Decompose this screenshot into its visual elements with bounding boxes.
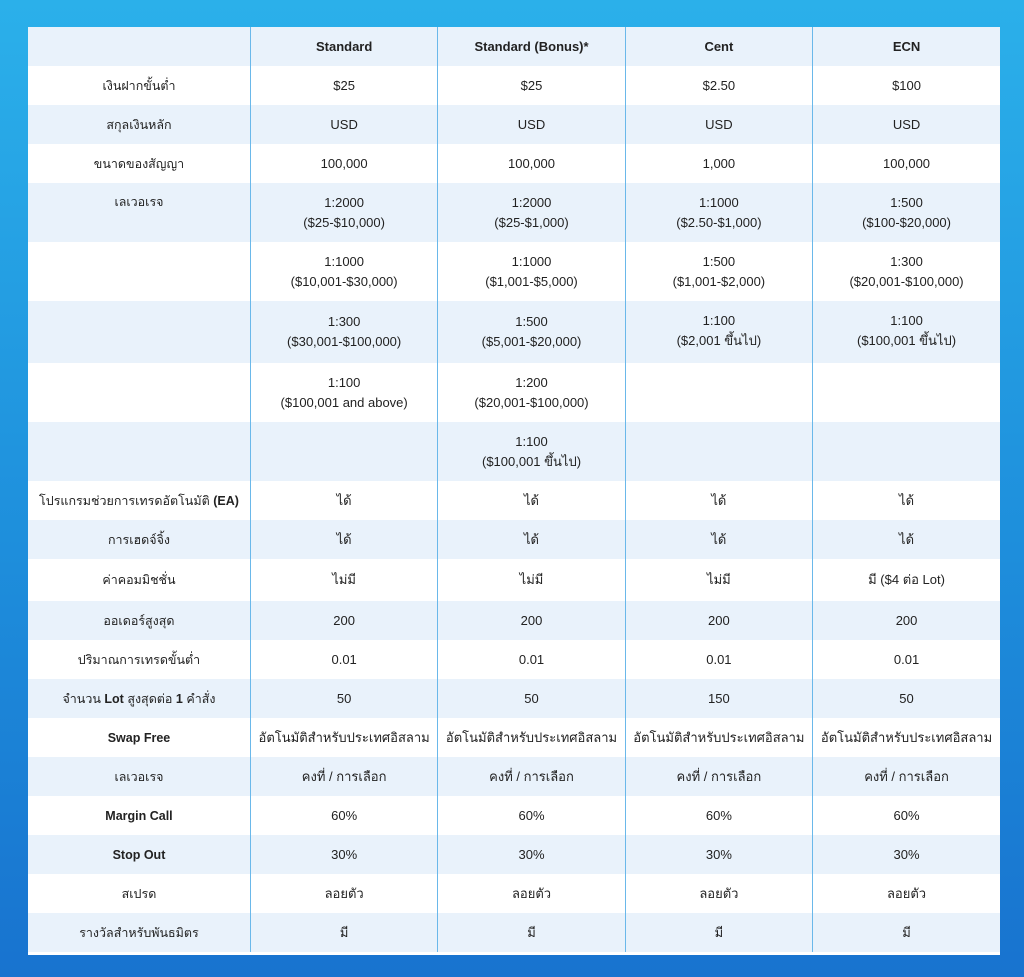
row-commission bbox=[28, 559, 1000, 601]
leverage-cell bbox=[250, 242, 437, 301]
leverage-range: ($100,001 ขึ้นไป) bbox=[481, 453, 582, 469]
leverage-range: ($2.50-$1,000) bbox=[676, 214, 762, 230]
cell: 0.01 bbox=[250, 640, 437, 679]
row-label: สเปรด bbox=[121, 886, 157, 901]
header-cent: Cent bbox=[625, 27, 812, 66]
row-leverage-tier-3 bbox=[28, 301, 1000, 363]
row-max-orders bbox=[28, 601, 1000, 640]
cell: 50 bbox=[438, 679, 625, 718]
leverage-cell bbox=[250, 363, 437, 422]
cell: 100,000 bbox=[438, 144, 625, 183]
row-label: การเฮดจ์จิ้ง bbox=[28, 520, 250, 559]
empty-cell bbox=[813, 422, 1000, 481]
row-label: Stop Out bbox=[28, 835, 250, 874]
leverage-ratio: 1:1000 bbox=[699, 194, 739, 210]
leverage-range: ($25-$10,000) bbox=[303, 214, 385, 230]
header-ecn: ECN bbox=[813, 27, 1000, 66]
leverage-ratio: 1:100 bbox=[890, 313, 923, 328]
row-min-volume bbox=[28, 640, 1000, 679]
row-label bbox=[28, 679, 250, 718]
row-label: ออเดอร์สูงสุด bbox=[28, 601, 250, 640]
row-contract-size bbox=[28, 144, 1000, 183]
row-label: ค่าคอมมิชชั่น bbox=[102, 573, 176, 587]
cell: ลอยตัว bbox=[813, 874, 1000, 913]
row-partner-rewards bbox=[28, 913, 1000, 952]
cell: 0.01 bbox=[438, 640, 625, 679]
cell: ลอยตัว bbox=[250, 874, 437, 913]
cell: 30% bbox=[250, 835, 437, 874]
leverage-ratio: 1:2000 bbox=[324, 194, 365, 210]
lot-label-a: จำนวน bbox=[62, 691, 101, 706]
cell: ได้ bbox=[625, 520, 812, 559]
row-hedging bbox=[28, 520, 1000, 559]
cell: มี ($4 ต่อ Lot) bbox=[813, 559, 1000, 601]
row-leverage-tier-5 bbox=[28, 422, 1000, 481]
header-standard-bonus: Standard (Bonus)* bbox=[438, 27, 625, 66]
leverage-cell bbox=[438, 363, 625, 422]
row-min-deposit bbox=[28, 66, 1000, 105]
row-leverage-tier-2 bbox=[28, 242, 1000, 301]
cell: 1,000 bbox=[625, 144, 812, 183]
leverage-ratio: 1:2000 bbox=[511, 194, 552, 210]
row-base-currency bbox=[28, 105, 1000, 144]
row-label: เลเวอเรจ bbox=[28, 183, 250, 242]
lot-label-e: คำสั่ง bbox=[186, 691, 216, 706]
cell: ได้ bbox=[250, 520, 437, 559]
cell: ได้ bbox=[625, 481, 812, 520]
cell: คงที่ / การเลือก bbox=[813, 757, 1000, 796]
leverage-ratio: 1:500 bbox=[890, 194, 923, 210]
ea-label-text: โปรแกรมช่วยการเทรดอัตโนมัติ bbox=[39, 493, 210, 508]
cell: มี bbox=[625, 913, 812, 952]
cell: USD bbox=[250, 105, 437, 144]
cell: ไม่มี bbox=[250, 559, 437, 601]
leverage-range: ($100,001 and above) bbox=[280, 394, 408, 410]
row-margin-call bbox=[28, 796, 1000, 835]
row-label: Swap Free bbox=[107, 730, 171, 745]
header-standard: Standard bbox=[250, 27, 437, 66]
leverage-range: ($100,001 ขึ้นไป) bbox=[857, 333, 957, 348]
comparison-panel bbox=[28, 27, 1000, 955]
row-leverage-tier-1 bbox=[28, 183, 1000, 242]
row-swap-free bbox=[28, 718, 1000, 757]
leverage-cell bbox=[813, 301, 1000, 363]
cell: 50 bbox=[813, 679, 1000, 718]
leverage-ratio: 1:100 bbox=[327, 374, 361, 390]
leverage-ratio: 1:500 bbox=[702, 253, 736, 269]
cell: 0.01 bbox=[625, 640, 812, 679]
ea-label-bold: (EA) bbox=[213, 493, 239, 508]
row-label: สกุลเงินหลัก bbox=[28, 105, 250, 144]
row-label: เลเวอเรจ bbox=[28, 757, 250, 796]
row-label: รางวัลสำหรับพันธมิตร bbox=[28, 913, 250, 952]
leverage-ratio: 1:200 bbox=[515, 374, 548, 390]
cell: ได้ bbox=[813, 481, 1000, 520]
leverage-ratio: 1:300 bbox=[890, 253, 923, 269]
leverage-ratio: 1:1000 bbox=[511, 253, 552, 269]
cell: 30% bbox=[438, 835, 625, 874]
leverage-cell bbox=[625, 242, 812, 301]
row-label: Margin Call bbox=[105, 808, 173, 823]
cell: 200 bbox=[625, 601, 812, 640]
cell: USD bbox=[813, 105, 1000, 144]
empty-label bbox=[28, 363, 250, 422]
cell: 60% bbox=[438, 796, 625, 835]
row-leverage-tier-4 bbox=[28, 363, 1000, 422]
cell: ได้ bbox=[438, 481, 625, 520]
cell: คงที่ / การเลือก bbox=[625, 757, 812, 796]
empty-label bbox=[28, 242, 250, 301]
row-label: ปริมาณการเทรดขั้นต่ำ bbox=[77, 652, 201, 667]
cell: มี bbox=[813, 913, 1000, 952]
cell: 60% bbox=[813, 796, 1000, 835]
leverage-cell bbox=[625, 301, 812, 363]
leverage-range: ($25-$1,000) bbox=[494, 214, 569, 230]
leverage-range: ($30,001-$100,000) bbox=[287, 334, 402, 349]
cell: $25 bbox=[250, 66, 437, 105]
leverage-range: ($1,001-$2,000) bbox=[672, 273, 766, 289]
leverage-cell bbox=[813, 183, 1000, 242]
cell: 200 bbox=[813, 601, 1000, 640]
cell: 0.01 bbox=[813, 640, 1000, 679]
leverage-cell bbox=[813, 242, 1000, 301]
cell: อัตโนมัติสำหรับประเทศอิสลาม bbox=[250, 718, 437, 757]
cell: $100 bbox=[813, 66, 1000, 105]
cell: ได้ bbox=[813, 520, 1000, 559]
cell: อัตโนมัติสำหรับประเทศอิสลาม bbox=[438, 718, 625, 757]
leverage-cell bbox=[250, 183, 437, 242]
leverage-range: ($1,001-$5,000) bbox=[485, 273, 578, 289]
lot-label-b: Lot bbox=[104, 691, 124, 706]
cell: 60% bbox=[250, 796, 437, 835]
cell: คงที่ / การเลือก bbox=[438, 757, 625, 796]
cell: ได้ bbox=[438, 520, 625, 559]
empty-cell bbox=[813, 363, 1000, 422]
row-leverage-type bbox=[28, 757, 1000, 796]
cell: ได้ bbox=[250, 481, 437, 520]
cell: มี bbox=[438, 913, 625, 952]
leverage-range: ($20,001-$100,000) bbox=[849, 273, 964, 289]
leverage-ratio: 1:100 bbox=[702, 313, 736, 328]
leverage-cell bbox=[438, 242, 625, 301]
leverage-range: ($2,001 ขึ้นไป) bbox=[676, 333, 762, 348]
cell: 60% bbox=[625, 796, 812, 835]
leverage-ratio: 1:500 bbox=[515, 314, 548, 329]
cell: 30% bbox=[813, 835, 1000, 874]
empty-cell bbox=[250, 422, 437, 481]
leverage-range: ($20,001-$100,000) bbox=[474, 394, 589, 410]
cell: 30% bbox=[625, 835, 812, 874]
empty-label bbox=[28, 422, 250, 481]
row-ea bbox=[28, 481, 1000, 520]
lot-label-d: 1 bbox=[175, 691, 183, 706]
leverage-range: ($5,001-$20,000) bbox=[481, 334, 582, 349]
cell: 100,000 bbox=[813, 144, 1000, 183]
cell: มี bbox=[250, 913, 437, 952]
empty-cell bbox=[625, 422, 812, 481]
header-blank bbox=[28, 27, 250, 66]
cell: อัตโนมัติสำหรับประเทศอิสลาม bbox=[625, 718, 812, 757]
row-label: ขนาดของสัญญา bbox=[93, 156, 185, 171]
leverage-range: ($10,001-$30,000) bbox=[290, 273, 398, 289]
cell: $2.50 bbox=[625, 66, 812, 105]
leverage-cell bbox=[438, 422, 625, 481]
row-label bbox=[28, 481, 250, 520]
row-max-lot bbox=[28, 679, 1000, 718]
cell: USD bbox=[625, 105, 812, 144]
cell: USD bbox=[438, 105, 625, 144]
lot-label-c: สูงสุดต่อ bbox=[127, 691, 173, 706]
account-comparison-table bbox=[28, 27, 1000, 952]
leverage-cell bbox=[625, 183, 812, 242]
row-label: เงินฝากขั้นต่ำ bbox=[102, 78, 176, 93]
cell: 150 bbox=[625, 679, 812, 718]
cell: $25 bbox=[438, 66, 625, 105]
cell: ลอยตัว bbox=[625, 874, 812, 913]
row-spread bbox=[28, 874, 1000, 913]
cell: อัตโนมัติสำหรับประเทศอิสลาม bbox=[813, 718, 1000, 757]
empty-label bbox=[28, 301, 250, 363]
cell: 200 bbox=[250, 601, 437, 640]
cell: 200 bbox=[438, 601, 625, 640]
empty-cell bbox=[625, 363, 812, 422]
leverage-cell bbox=[438, 301, 625, 363]
cell: 50 bbox=[250, 679, 437, 718]
cell: ลอยตัว bbox=[438, 874, 625, 913]
leverage-ratio: 1:300 bbox=[327, 314, 361, 329]
cell: ไม่มี bbox=[625, 559, 812, 601]
leverage-ratio: 1:100 bbox=[515, 433, 548, 449]
leverage-cell bbox=[438, 183, 625, 242]
leverage-ratio: 1:1000 bbox=[324, 253, 365, 269]
row-stop-out bbox=[28, 835, 1000, 874]
cell: คงที่ / การเลือก bbox=[250, 757, 437, 796]
leverage-cell bbox=[250, 301, 437, 363]
leverage-range: ($100-$20,000) bbox=[862, 214, 951, 230]
header-row bbox=[28, 27, 1000, 66]
cell: ไม่มี bbox=[438, 559, 625, 601]
cell: 100,000 bbox=[250, 144, 437, 183]
